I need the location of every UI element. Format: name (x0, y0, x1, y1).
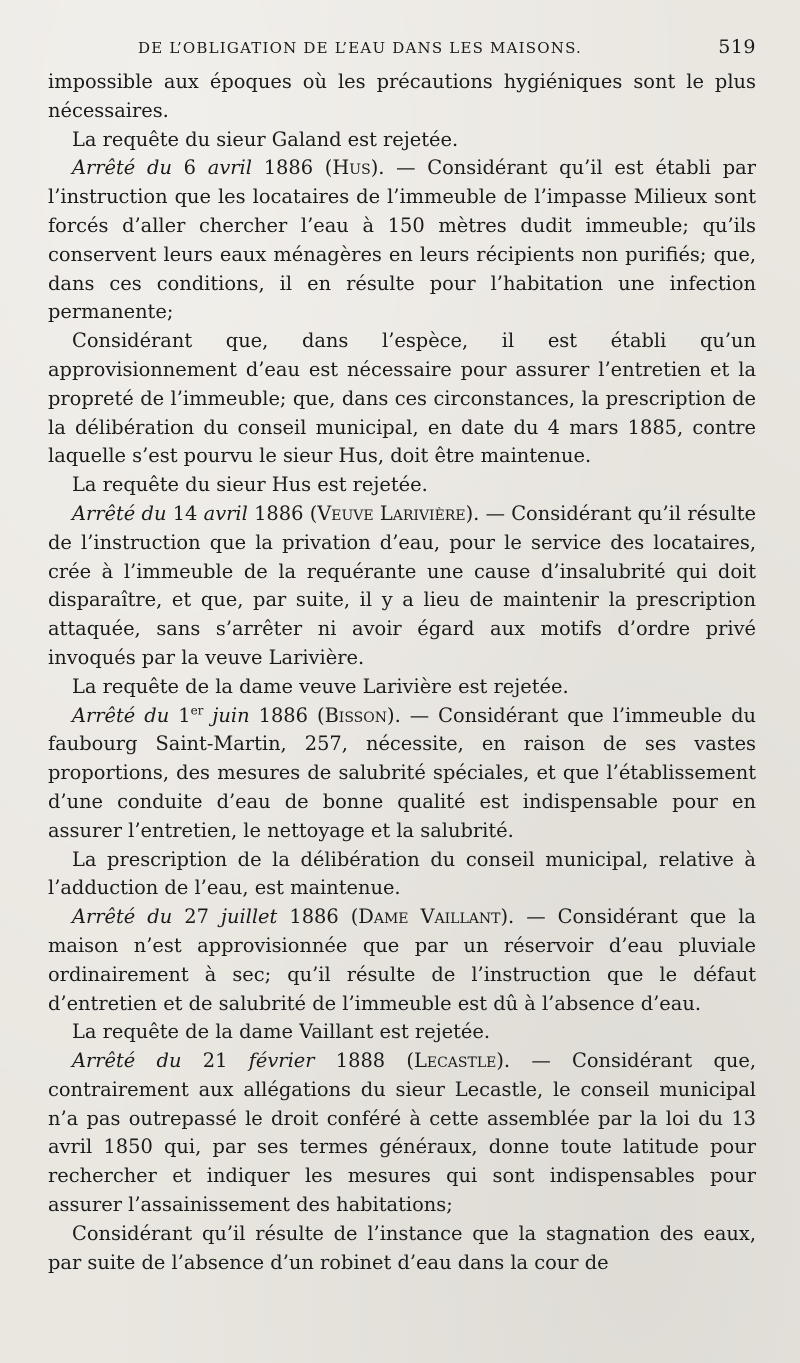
text-run: 6 (171, 156, 208, 180)
page-number: 519 (718, 36, 756, 58)
party-name: Hus (332, 156, 371, 180)
text-run: ). — Considérant qu’il est établi par l’instruction que les locataires de l’immeuble de l’impasse Milieux sont forcés d’aller chercher l’eau à 150 mètres dudit immeuble; qu’ils conservent leurs eaux ménagères en leurs récipients non purifiés; que, dans ces conditions, il en résulte pour l’habitation une infection permanente; (48, 156, 756, 324)
italic-run: juin (212, 703, 250, 727)
italic-run: Arrêté du (72, 703, 170, 727)
text-run: impossible aux époques où les précautions hygiéniques sont le plus nécessaires. (48, 70, 756, 122)
text-run: 1886 ( (247, 501, 318, 525)
superscript: er (190, 703, 204, 718)
text-run: 1886 ( (249, 703, 325, 727)
running-header (138, 36, 756, 62)
italic-run: Arrêté du (72, 156, 172, 180)
text-run: La requête de la dame veuve Larivière est rejetée. (72, 674, 569, 698)
party-name: Dame Vaillant (358, 905, 501, 929)
paragraph (48, 1220, 756, 1278)
text-run: Considérant que, dans l’espèce, il est établi qu’un approvisionnement d’eau est nécessaire pour assurer l’entretien et la propreté de l’immeuble; que, dans ces circonstances, la prescription de la délibération du conseil municipal, en date du 4 mars 1885, contre laquelle s’est pourvu le sieur Hus, doit être maintenue. (48, 329, 756, 468)
text-run: 21 (181, 1049, 249, 1073)
text-run: 1886 ( (251, 156, 333, 180)
paragraph (48, 500, 756, 673)
text-run: La requête du sieur Hus est rejetée. (72, 473, 428, 497)
text-run: 27 (172, 905, 221, 929)
italic-run: juillet (220, 905, 278, 929)
text-run: La requête du sieur Galand est rejetée. (72, 127, 459, 151)
paragraph (48, 126, 756, 155)
text-run: La requête de la dame Vaillant est rejetée. (72, 1020, 491, 1044)
italic-run: Arrêté du (72, 905, 173, 929)
text-run: 14 (166, 501, 204, 525)
paragraph (48, 903, 756, 1018)
text-run: Considérant qu’il résulte de l’instance que la stagnation des eaux, par suite de l’absence d’un robinet d’eau dans la cour de (48, 1221, 756, 1274)
italic-run: avril (207, 156, 252, 180)
italic-run: Arrêté du (72, 1049, 182, 1073)
text-run: ). — Considérant que l’immeuble du faubourg Saint-Martin, 257, nécessite, en raison de ses vastes proportions, des mesures de salubrité spéciales, et que l’établissement d’une conduite d’eau de bonne qualité est indispensable pour en assurer l’entretien, le nettoyage et la salubrité. (48, 703, 756, 842)
paragraph (48, 68, 756, 126)
paragraph (48, 154, 756, 327)
italic-run: Arrêté du (72, 501, 167, 525)
text-run: ). — Considérant que la maison n’est approvisionnée que par un réservoir d’eau pluviale ordinairement à sec; qu’il résulte de l’instruction que le défaut d’entretien et de salubrité de l’immeuble est dû à l’absence d’eau. (48, 905, 756, 1015)
text-run: 1 (169, 703, 191, 727)
paragraph (48, 471, 756, 500)
party-name: Lecastle (413, 1049, 497, 1073)
paragraph (48, 327, 756, 471)
text-run: ). — Considérant que, contrairement aux allégations du sieur Lecastle, le conseil municipal n’a pas outrepassé le droit conféré à cette assemblée par la loi du 13 avril 1850 qui, par ses termes généraux, donne toute latitude pour rechercher et indiquer les mesures qui sont indispensables pour assurer l’assainissement des habitations; (48, 1049, 756, 1217)
party-name: Bisson (324, 703, 388, 727)
running-title: DE L’OBLIGATION DE L’EAU DANS LES MAISONS. (138, 39, 582, 57)
paragraph (48, 673, 756, 702)
paragraph (48, 1018, 756, 1047)
text-run: 1886 ( (277, 905, 359, 929)
paragraph (48, 702, 756, 846)
italic-run: février (248, 1049, 315, 1073)
text-run: La prescription de la délibération du conseil municipal, relative à l’adduction de l’eau, est maintenue. (48, 847, 756, 900)
body-text (48, 68, 756, 1277)
paragraph (48, 1047, 756, 1220)
text-run: ). — Considérant qu’il résulte de l’instruction que la privation d’eau, pour le service des locataires, crée à l’immeuble de la requérante une cause d’insalubrité qui doit disparaître, et que, par suite, il y a lieu de maintenir la prescription attaquée, sans s’arrêter ni avoir égard aux motifs d’ordre privé invoqués par la veuve Larivière. (48, 501, 756, 669)
italic-run: avril (203, 501, 248, 525)
paragraph (48, 846, 756, 904)
party-name: Veuve Larivière (317, 501, 466, 525)
text-run: 1888 ( (314, 1049, 414, 1073)
